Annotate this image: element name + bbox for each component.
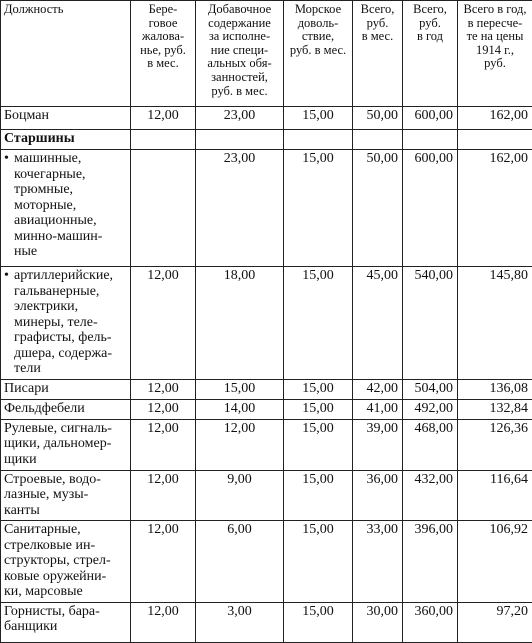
total-year-cell: 492,00 [403,399,458,419]
header-line: Всего, [406,3,454,17]
table-row [1,399,532,419]
position-line: структоры, стрел- [4,553,127,569]
total-year-cell: 504,00 [403,379,458,399]
total-year-cell: 360,00 [403,602,458,642]
position-line: щики [4,452,127,468]
header-line: содержание [199,17,280,31]
total-1914-cell [458,130,532,150]
position-text: артиллерийские, [14,268,113,283]
position-cell [1,399,131,419]
position-line: Старшины [4,131,127,147]
position-line [4,268,127,284]
position-cell [1,107,131,130]
position-line: Санитарные, [4,522,127,538]
header-line: в пересче- [461,17,529,31]
extra-pay-header [196,1,284,107]
extra-pay-cell: 3,00 [196,602,284,642]
header-line: говое [134,17,192,31]
position-cell [1,602,131,642]
header-row [1,1,532,107]
header-line: альных обя- [199,57,280,71]
position-line: ки, марсовые [4,584,127,600]
total-1914-cell: 106,92 [458,521,532,603]
position-cell [1,521,131,603]
table-row [1,150,532,267]
header-line: за исполне- [199,30,280,44]
total-month-header [353,1,403,107]
total-month-cell: 41,00 [353,399,403,419]
sea-allowance-cell: 15,00 [284,602,353,642]
table-row [1,521,532,603]
header-line: Всего, [356,3,399,17]
header-line: руб. в мес. [287,44,349,58]
position-line: авиационные, [4,213,127,229]
position-line: ковые оружейни- [4,569,127,585]
total-month-cell: 45,00 [353,267,403,380]
position-line: Фельдфебели [4,401,127,417]
total-year-cell: 600,00 [403,107,458,130]
position-line: кочегарные, [4,167,127,183]
total-month-cell [353,130,403,150]
position-line: Горнисты, бара- [4,604,127,620]
position-cell [1,470,131,521]
sea-allowance-cell: 15,00 [284,267,353,380]
position-cell [1,150,131,267]
extra-pay-cell: 23,00 [196,150,284,267]
position-line: стрелковые ин- [4,538,127,554]
bullet-icon: • [4,268,14,284]
extra-pay-cell: 18,00 [196,267,284,380]
position-cell [1,267,131,380]
sea-allowance-cell [284,130,353,150]
position-line: моторные, [4,198,127,214]
header-line: Всего в год, [461,3,529,17]
total-1914-cell: 116,64 [458,470,532,521]
position-line: гальванерные, [4,284,127,300]
position-line: Боцман [4,108,127,124]
total-month-cell: 30,00 [353,602,403,642]
position-cell [1,130,131,150]
total-year-cell [403,130,458,150]
header-line: руб. [406,17,454,31]
sea-allowance-cell: 15,00 [284,419,353,470]
extra-pay-cell: 23,00 [196,107,284,130]
position-line: щики, дальномер- [4,436,127,452]
total-year-cell: 396,00 [403,521,458,603]
position-line: лазные, музы- [4,487,127,503]
total-year-cell: 540,00 [403,267,458,380]
total-month-cell: 50,00 [353,107,403,130]
header-line: доволь- [287,17,349,31]
shore-salary-cell: 12,00 [131,107,196,130]
total-month-cell: 42,00 [353,379,403,399]
header-line: Должность [4,3,127,17]
table-row [1,470,532,521]
position-line: электрики, [4,299,127,315]
header-line: жалова- [134,30,192,44]
total-month-cell: 50,00 [353,150,403,267]
header-line: занностей, [199,71,280,85]
shore-salary-cell: 12,00 [131,379,196,399]
header-line: Добавочное [199,3,280,17]
total-1914-cell: 162,00 [458,107,532,130]
total-1914-cell: 126,36 [458,419,532,470]
shore-salary-cell: 12,00 [131,399,196,419]
position-line: графисты, фель- [4,330,127,346]
extra-pay-cell: 6,00 [196,521,284,603]
sea-allowance-cell: 15,00 [284,470,353,521]
sea-allowance-cell: 15,00 [284,107,353,130]
position-line [4,151,127,167]
position-header [1,1,131,107]
table-row [1,107,532,130]
total-1914-cell: 136,08 [458,379,532,399]
sea-allowance-cell: 15,00 [284,150,353,267]
table-row [1,602,532,642]
bullet-icon: • [4,151,14,167]
sea-allowance-cell: 15,00 [284,399,353,419]
position-line: банщики [4,619,127,635]
total-month-cell: 33,00 [353,521,403,603]
position-line: минно-машин- [4,229,127,245]
extra-pay-cell: 15,00 [196,379,284,399]
position-line: трюмные, [4,182,127,198]
total-year-cell: 468,00 [403,419,458,470]
position-line: ные [4,244,127,260]
header-line: те на цены [461,30,529,44]
header-line: в мес. [356,30,399,44]
header-line: в мес. [134,57,192,71]
total-1914-cell: 162,00 [458,150,532,267]
header-line: ствие, [287,30,349,44]
position-cell [1,379,131,399]
total-1914-cell: 132,84 [458,399,532,419]
section-row [1,130,532,150]
total-year-cell: 432,00 [403,470,458,521]
extra-pay-cell [196,130,284,150]
position-line: минеры, теле- [4,315,127,331]
table-row [1,379,532,399]
sea-allowance-header [284,1,353,107]
total-1914-cell: 145,80 [458,267,532,380]
extra-pay-cell: 14,00 [196,399,284,419]
shore-salary-cell [131,130,196,150]
position-line: Строевые, водо- [4,472,127,488]
position-line: дшера, содержа- [4,346,127,362]
total-year-cell: 600,00 [403,150,458,267]
position-cell [1,419,131,470]
total-month-cell: 39,00 [353,419,403,470]
sea-allowance-cell: 15,00 [284,379,353,399]
header-line: Бере- [134,3,192,17]
position-line: тели [4,361,127,377]
shore-salary-cell [131,150,196,267]
position-line: Писари [4,381,127,397]
header-line: руб. [461,57,529,71]
table-body [1,107,532,643]
shore-salary-cell: 12,00 [131,419,196,470]
total-1914-cell: 97,20 [458,602,532,642]
table-row [1,419,532,470]
header-line: 1914 г., [461,44,529,58]
total-month-cell: 36,00 [353,470,403,521]
position-text: машинные, [14,151,81,166]
header-line: ние специ- [199,44,280,58]
table-row [1,267,532,380]
position-line: канты [4,503,127,519]
shore-salary-cell: 12,00 [131,602,196,642]
header-line: руб. [356,17,399,31]
extra-pay-cell: 9,00 [196,470,284,521]
shore-salary-cell: 12,00 [131,267,196,380]
position-line: Рулевые, сигналь- [4,421,127,437]
sea-allowance-cell: 15,00 [284,521,353,603]
header-line: руб. в мес. [199,85,280,99]
total-1914-header [458,1,532,107]
header-line: нье, руб. [134,44,192,58]
shore-salary-header [131,1,196,107]
shore-salary-cell: 12,00 [131,521,196,603]
extra-pay-cell: 12,00 [196,419,284,470]
shore-salary-cell: 12,00 [131,470,196,521]
header-line: в год [406,30,454,44]
header-line: Морское [287,3,349,17]
total-year-header [403,1,458,107]
